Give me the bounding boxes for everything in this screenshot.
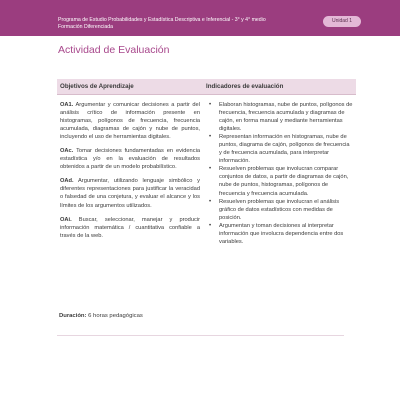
bullet-icon: • bbox=[209, 102, 212, 108]
objective-text: Argumentar y comunicar decisiones a partir del análisis crítico de información presente en histogramas, polígonos de frecuencia, frecuencia acumulada, diagramas de cajón y nube de puntos, incluyendo el uso de herramientas digitales. bbox=[60, 102, 200, 141]
duration-value: 6 horas pedagógicas bbox=[88, 313, 143, 319]
divider bbox=[57, 335, 344, 336]
objectives-table bbox=[57, 79, 356, 246]
duration bbox=[59, 313, 143, 319]
indicator-text: Argumentan y toman decisiones al interpretar información que involucra dependencia entre dos variables. bbox=[219, 222, 344, 245]
bullet-icon: • bbox=[209, 198, 212, 205]
list-item bbox=[206, 165, 353, 197]
unit-badge: Unidad 1 bbox=[323, 16, 361, 27]
objectives-cell bbox=[57, 95, 203, 246]
program-title-line1: Programa de Estudio Probabilidades y Estadística Descriptiva e Inferencial - 3° y 4° medio bbox=[58, 17, 266, 23]
indicator-text: Representan información en histogramas, nube de puntos, diagrama de cajón, polígonos de frecuencia y de frecuencia acumulada, para interpretar información. bbox=[219, 134, 350, 165]
bullet-icon: • bbox=[209, 134, 212, 141]
objective-code: OAd. bbox=[60, 178, 74, 185]
duration-label: Duración: bbox=[59, 313, 87, 319]
indicators-cell bbox=[203, 95, 356, 246]
objective-code: OAc. bbox=[60, 148, 74, 155]
objective-text: Tomar decisiones fundamentadas en evidencia estadística y/o en la evaluación de resultados obtenidos a partir de un modelo probabilístico. bbox=[60, 148, 200, 171]
list-item bbox=[206, 133, 353, 165]
objective-block bbox=[60, 147, 200, 171]
objective-block bbox=[60, 101, 200, 141]
program-title bbox=[58, 17, 278, 30]
program-title-line2: Formación Diferenciada bbox=[58, 23, 114, 30]
objective-code: OAi. bbox=[60, 216, 72, 223]
objective-text: Buscar, seleccionar, manejar y producir información matemática / cuantitativa confiable a través de la web. bbox=[60, 216, 200, 239]
indicator-text: Resuelven problemas que involucran comparar conjuntos de datos, a partir de diagramas de cajón, nube de puntos, histogramas, polígonos de frecuencia y frecuencia acumulada. bbox=[219, 166, 349, 197]
objectives-header: Objetivos de Aprendizaje bbox=[57, 79, 203, 95]
indicator-text: Resuelven problemas que involucran el análisis gráfico de datos estadísticos con medidas de posición. bbox=[219, 198, 340, 221]
bullet-icon: • bbox=[209, 222, 212, 229]
indicators-header: Indicadores de evaluación bbox=[203, 79, 356, 95]
objective-text: Argumentar, utilizando lenguaje simbólico y diferentes representaciones para justificar la veracidad o falsedad de una conjetura, y evaluar el alcance y los límites de los argumentos utilizados. bbox=[60, 178, 200, 209]
objective-block bbox=[60, 177, 200, 209]
list-item bbox=[206, 101, 353, 133]
indicators-list bbox=[206, 101, 353, 246]
list-item bbox=[206, 222, 353, 246]
page-title: Actividad de Evaluación bbox=[58, 44, 170, 56]
table-row bbox=[57, 95, 356, 246]
objective-code: OA1. bbox=[60, 102, 74, 108]
objective-block bbox=[60, 216, 200, 240]
bullet-icon: • bbox=[209, 166, 212, 173]
list-item bbox=[206, 198, 353, 222]
table-header-row bbox=[57, 79, 356, 95]
indicator-text: Elaboran histogramas, nube de puntos, polígonos de frecuencia, frecuencia acumulada y diagramas de cajón, en forma manual y mediante herramientas digitales. bbox=[219, 102, 353, 133]
